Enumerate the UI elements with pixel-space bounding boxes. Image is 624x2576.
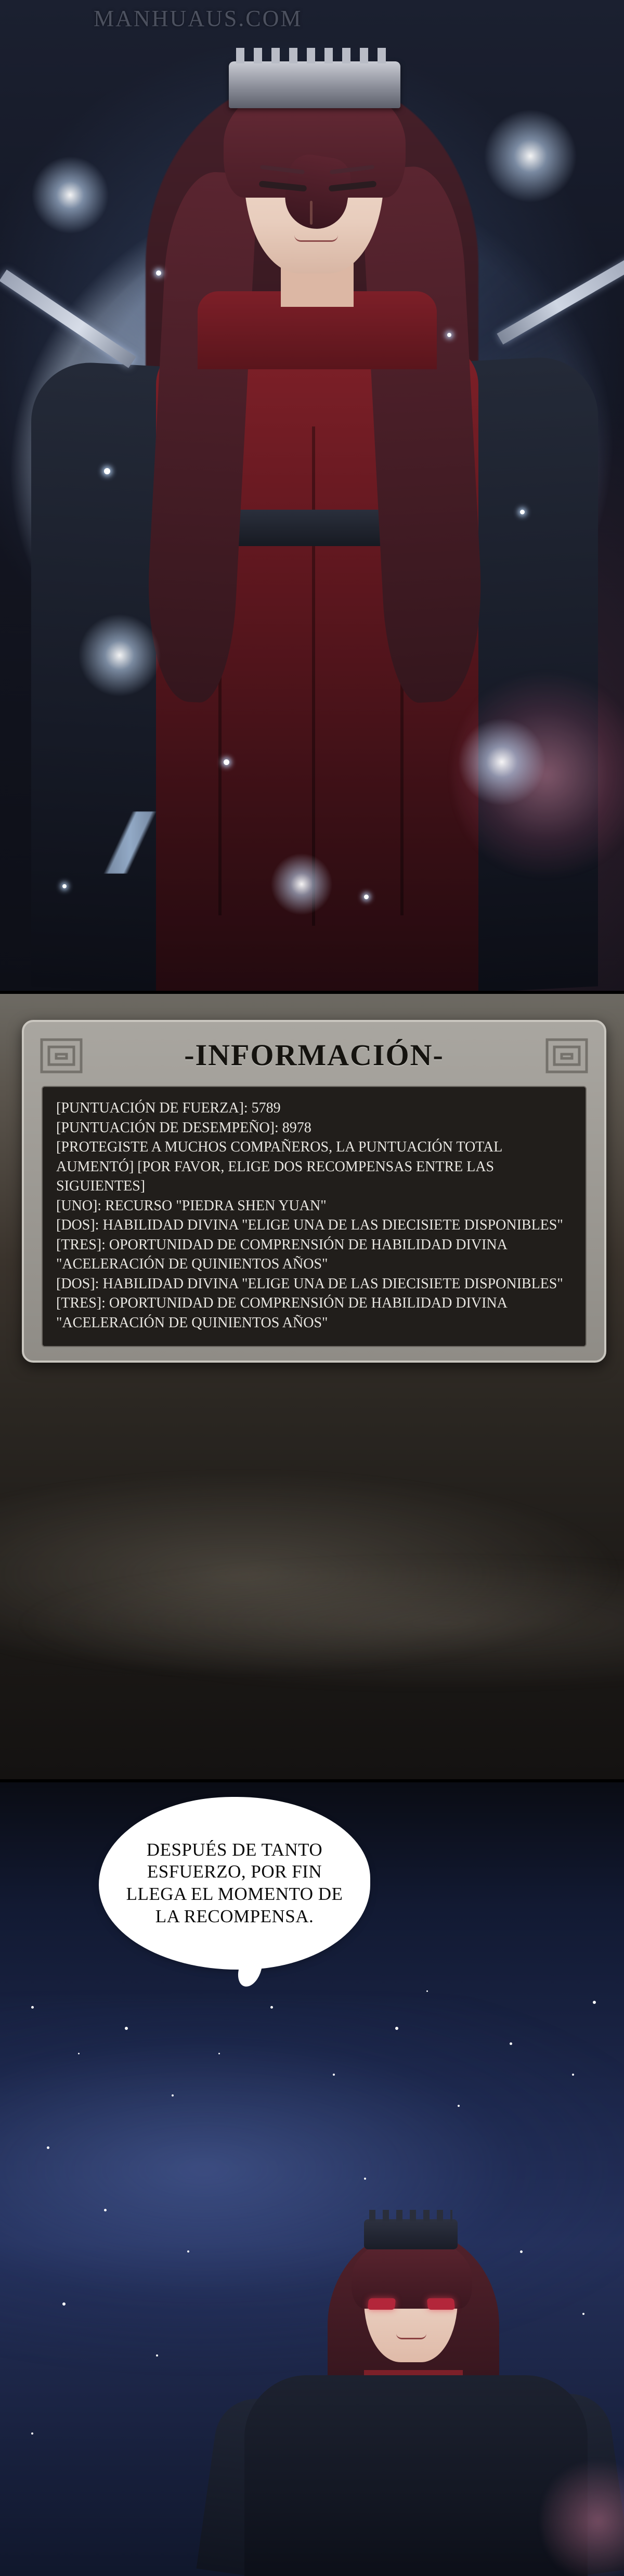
eye-left-2 xyxy=(368,2298,396,2310)
panel-hero xyxy=(0,0,624,991)
info-line-option-three: [TRES]: OPORTUNIDAD DE COMPRENSIÓN DE HABILIDAD DIVINA "ACELERACIÓN DE QUINIENTOS AÑOS" xyxy=(56,1236,507,1273)
spark xyxy=(104,468,110,474)
spark xyxy=(364,895,369,899)
info-line-performance: [PUNTUACIÓN DE DESEMPEÑO]: 8978 xyxy=(56,1119,311,1136)
watermark-text: MANHUAUS.COM xyxy=(94,6,303,31)
info-line-option-one: [UNO]: RECURSO "PIEDRA SHEN YUAN" xyxy=(56,1197,327,1214)
crown-icon-2 xyxy=(364,2219,458,2249)
info-title: -INFORMACIÓN- xyxy=(184,1038,444,1072)
blade-left-icon xyxy=(0,269,136,368)
mouth xyxy=(294,235,338,242)
speech-bubble xyxy=(102,1800,367,1966)
info-body xyxy=(42,1086,587,1347)
spark xyxy=(447,333,451,337)
spark xyxy=(62,884,67,888)
blade-right-icon xyxy=(497,251,624,345)
hero-character xyxy=(0,0,624,991)
info-line-option-two-repeat: [DOS]: HABILIDAD DIVINA "ELIGE UNA DE LAS DIECISIETE DISPONIBLES" xyxy=(56,1275,563,1292)
panel-info xyxy=(0,994,624,1779)
info-line-strength: [PUNTUACIÓN DE FUERZA]: 5789 xyxy=(56,1100,281,1116)
panel-reward xyxy=(0,1782,624,2576)
fog-layer-2 xyxy=(0,1545,624,1701)
spark xyxy=(156,270,161,276)
spark xyxy=(520,510,525,514)
nose xyxy=(310,201,313,225)
mouth-2 xyxy=(396,2334,426,2339)
eye-right-2 xyxy=(427,2298,455,2310)
info-line-notice: [PROTEGISTE A MUCHOS COMPAÑEROS, LA PUNTUACIÓN TOTAL AUMENTÓ] [POR FAVOR, ELIGE DOS RECOMPENSAS ENTRE LAS SIGUIENTES] xyxy=(56,1139,502,1195)
lightning-icon xyxy=(21,811,239,874)
info-panel xyxy=(22,1020,606,1363)
body-cloak xyxy=(244,2375,588,2576)
ornament-left-icon xyxy=(37,1035,85,1076)
watermark xyxy=(94,5,303,32)
ornament-right-icon xyxy=(543,1035,591,1076)
spark xyxy=(224,759,229,765)
info-line-option-two: [DOS]: HABILIDAD DIVINA "ELIGE UNA DE LAS DIECISIETE DISPONIBLES" xyxy=(56,1217,563,1234)
crown-icon xyxy=(229,61,400,108)
speech-text: DESPUÉS DE TANTO ESFUERZO, POR FIN LLEGA EL MOMENTO DE LA RECOMPENSA. xyxy=(126,1839,343,1926)
info-line-option-three-repeat: [TRES]: OPORTUNIDAD DE COMPRENSIÓN DE HABILIDAD DIVINA "ACELERACIÓN DE QUINIENTOS AÑOS" xyxy=(56,1295,507,1331)
